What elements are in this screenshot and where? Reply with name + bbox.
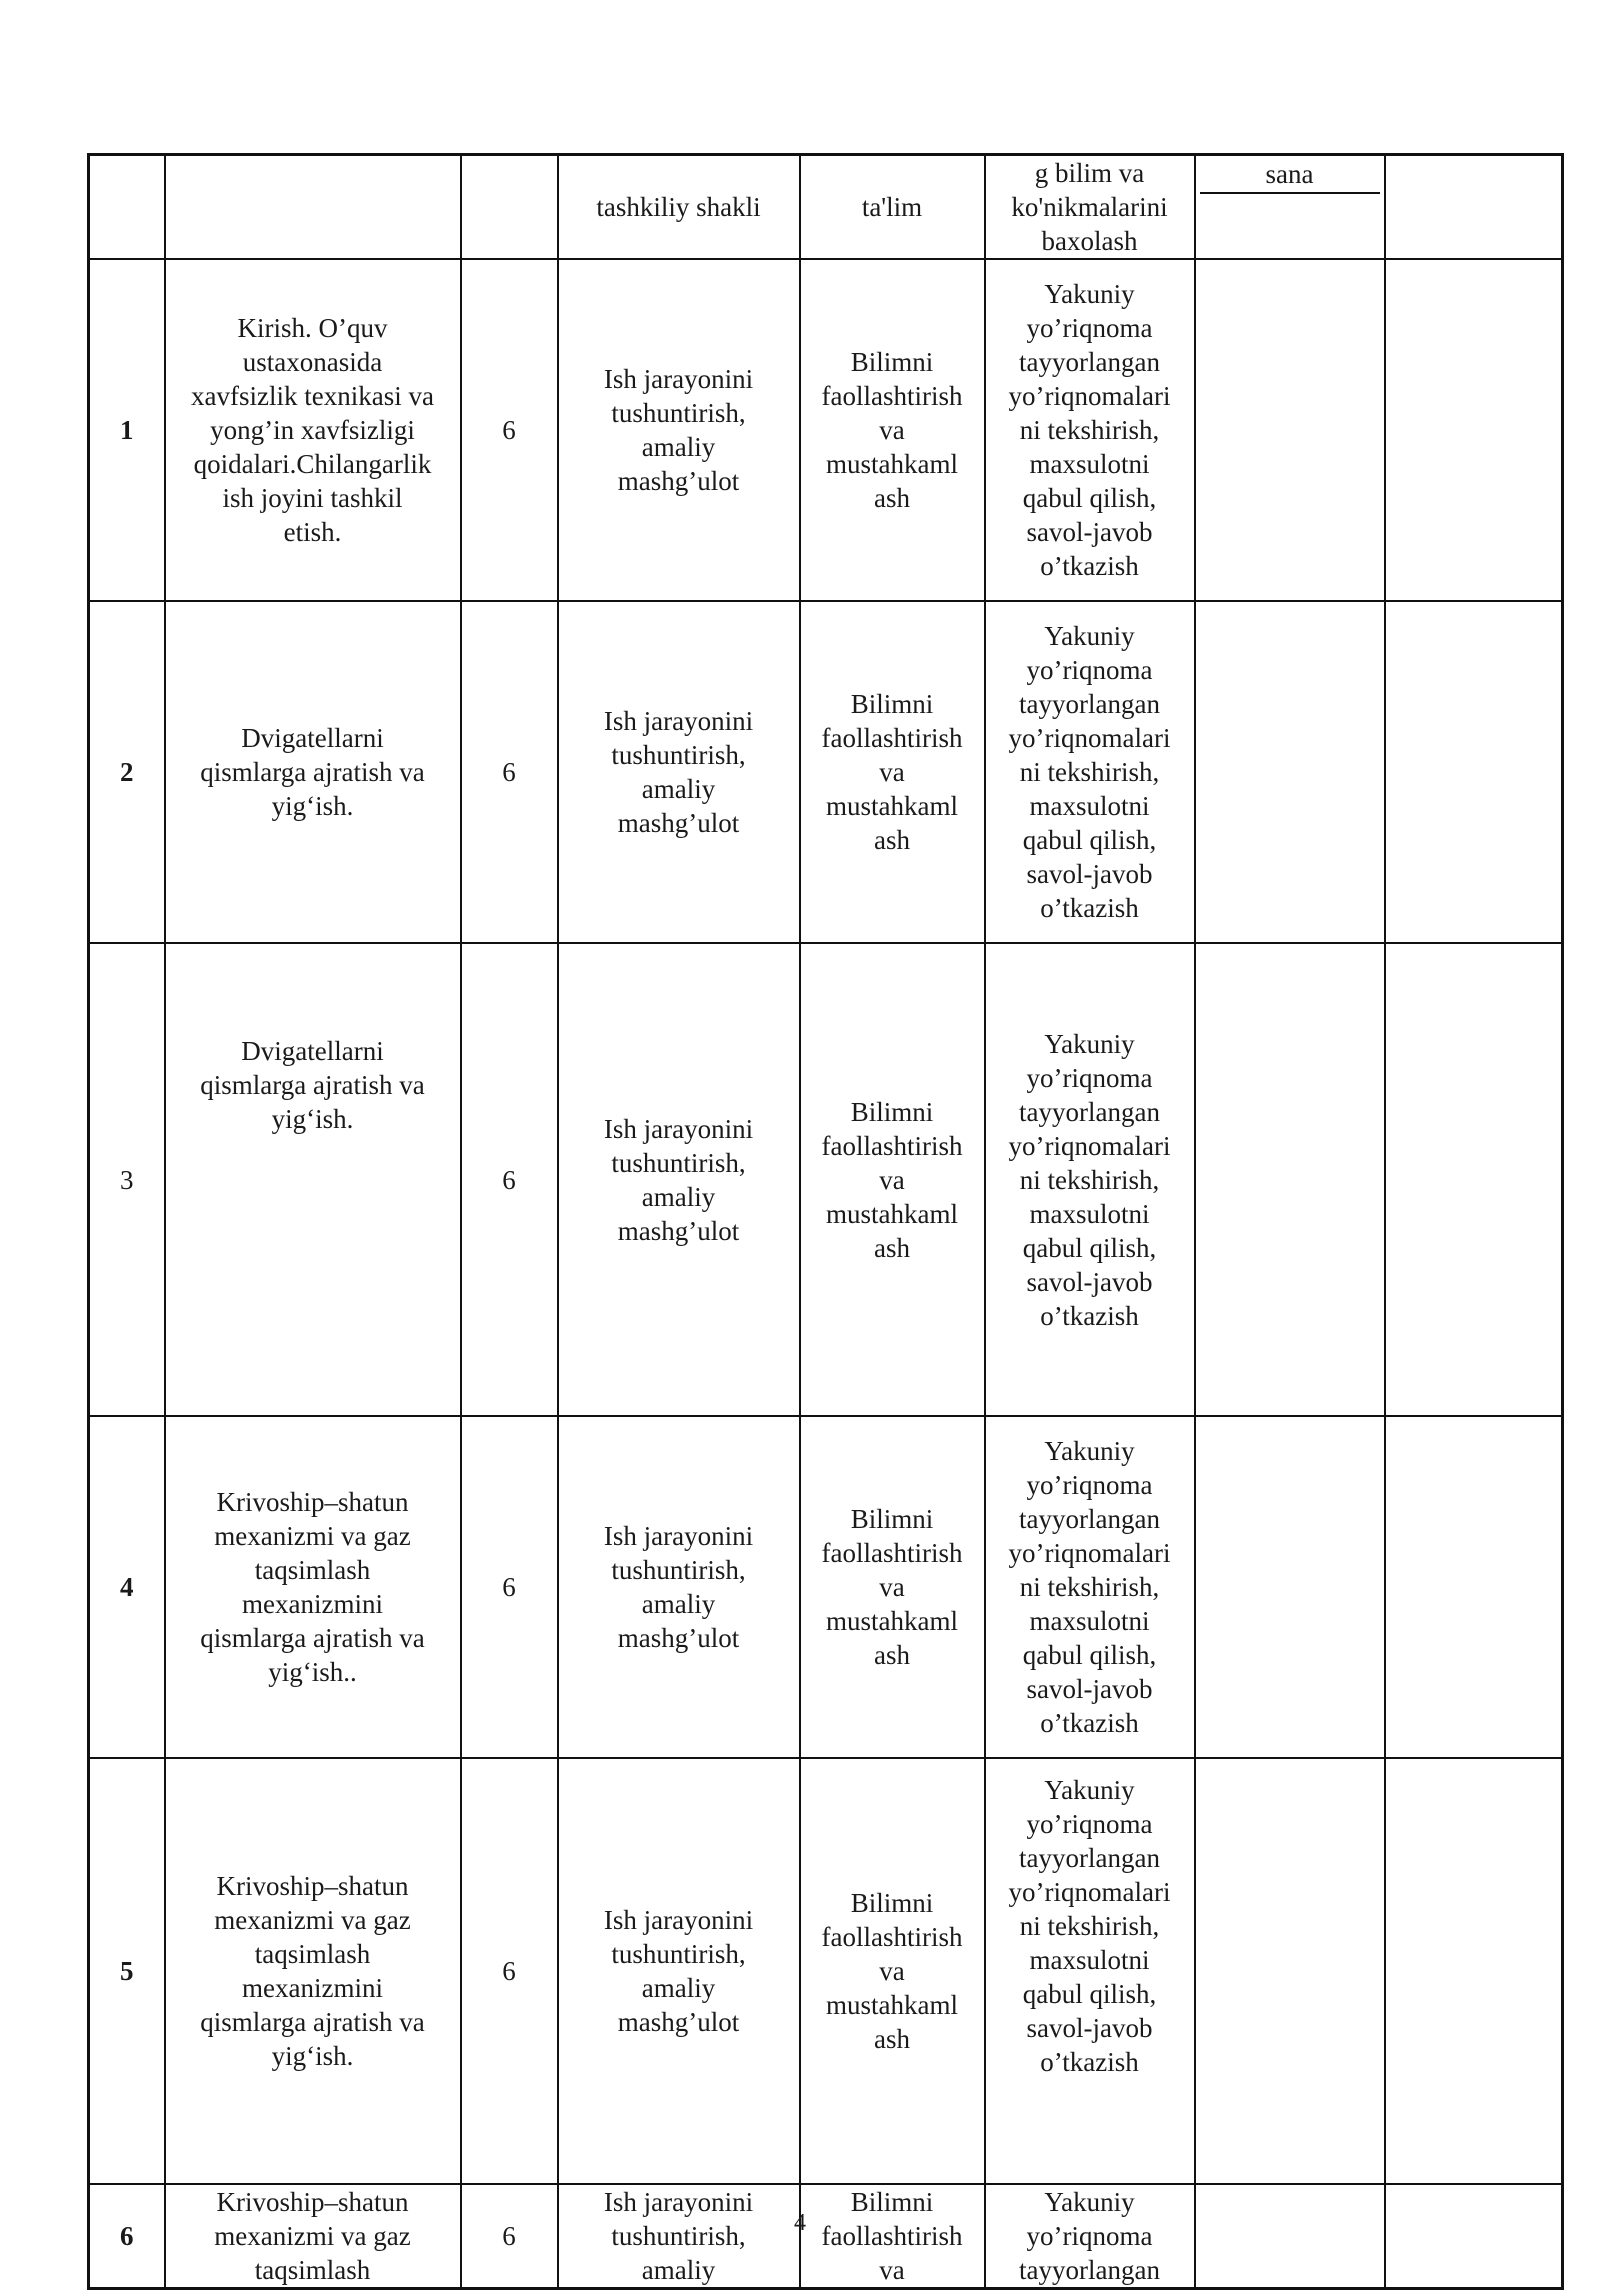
row-assessment: Yakuniy yo’riqnoma tayyorlangan yo’riqnomalari ni tekshirish, maxsulotni qabul qilish, savol-javob o’tkazish	[985, 943, 1195, 1416]
row-topic: Krivoship–shatun mexanizmi va gaz taqsimlash mexanizmini qismlarga ajratish va yig‘ish..	[165, 1416, 461, 1758]
row-topic: Dvigatellarni qismlarga ajratish va yig‘ish.	[165, 601, 461, 943]
row-topic: Krivoship–shatun mexanizmi va gaz taqsimlash	[165, 2184, 461, 2289]
row-method: Bilimni faollashtirish va mustahkaml ash	[800, 943, 985, 1416]
row-topic: Kirish. O’quv ustaxonasida xavfsizlik texnikasi va yong’in xavfsizligi qoidalari.Chilangarlik ish joyini tashkil etish.	[165, 259, 461, 601]
row-topic: Krivoship–shatun mexanizmi va gaz taqsimlash mexanizmini qismlarga ajratish va yig‘ish.	[165, 1758, 461, 2184]
header-cell-form	[558, 155, 800, 260]
row-form: Ish jarayonini tushuntirish, amaliy mashg’ulot	[558, 1758, 800, 2184]
page-number: 4	[794, 2210, 806, 2236]
row-form: Ish jarayonini tushuntirish, amaliy mashg’ulot	[558, 601, 800, 943]
row-date	[1195, 601, 1385, 943]
row-hours: 6	[461, 1758, 558, 2184]
row-date	[1195, 259, 1385, 601]
row-hours: 6	[461, 601, 558, 943]
row-hours: 6	[461, 259, 558, 601]
row-form: Ish jarayonini tushuntirish, amaliy mashg’ulot	[558, 943, 800, 1416]
lesson-plan-table	[87, 153, 1564, 2290]
row-date	[1195, 1758, 1385, 2184]
row-method: Bilimni faollashtirish va mustahkaml ash	[800, 1758, 985, 2184]
row-assessment: Yakuniy yo’riqnoma tayyorlangan	[985, 2184, 1195, 2289]
table-row	[89, 1416, 1563, 1758]
header-cell-assessment	[985, 155, 1195, 260]
row-date	[1195, 1416, 1385, 1758]
header-cell-hours	[461, 155, 558, 260]
header-cell-extra	[1385, 155, 1563, 260]
table-row	[89, 259, 1563, 601]
row-extra	[1385, 1416, 1563, 1758]
header-date-label: sana	[1200, 156, 1380, 194]
header-cell-method	[800, 155, 985, 260]
header-cell-topic	[165, 155, 461, 260]
row-assessment: Yakuniy yo’riqnoma tayyorlangan yo’riqnomalari ni tekshirish, maxsulotni qabul qilish, savol-javob o’tkazish	[985, 1758, 1195, 2184]
row-hours: 6	[461, 1416, 558, 1758]
row-form: Ish jarayonini tushuntirish, amaliy	[558, 2184, 800, 2289]
header-form-label: tashkiliy shakli	[596, 192, 761, 222]
row-number: 3	[89, 943, 165, 1416]
row-hours: 6	[461, 943, 558, 1416]
table-header-row	[89, 155, 1563, 260]
header-method-label: ta'lim	[861, 192, 923, 222]
table-row	[89, 943, 1563, 1416]
row-number: 1	[89, 259, 165, 601]
row-assessment: Yakuniy yo’riqnoma tayyorlangan yo’riqnomalari ni tekshirish, maxsulotni qabul qilish, savol-javob o’tkazish	[985, 1416, 1195, 1758]
row-number: 2	[89, 601, 165, 943]
row-assessment: Yakuniy yo’riqnoma tayyorlangan yo’riqnomalari ni tekshirish, maxsulotni qabul qilish, savol-javob o’tkazish	[985, 601, 1195, 943]
row-form: Ish jarayonini tushuntirish, amaliy mashg’ulot	[558, 1416, 800, 1758]
row-method: Bilimni faollashtirish va mustahkaml ash	[800, 259, 985, 601]
row-hours: 6	[461, 2184, 558, 2289]
row-method: Bilimni faollashtirish va mustahkaml ash	[800, 601, 985, 943]
row-number: 5	[89, 1758, 165, 2184]
row-number: 6	[89, 2184, 165, 2289]
row-method: Bilimni faollashtirish va	[800, 2184, 985, 2289]
table-row	[89, 1758, 1563, 2184]
row-extra	[1385, 943, 1563, 1416]
header-cell-date	[1195, 155, 1385, 260]
row-extra	[1385, 1758, 1563, 2184]
row-number: 4	[89, 1416, 165, 1758]
row-extra	[1385, 601, 1563, 943]
row-date	[1195, 943, 1385, 1416]
header-assessment-label: g bilim va ko'nikmalarini baxolash	[1011, 158, 1168, 256]
header-date-subcell	[1200, 194, 1380, 258]
row-method: Bilimni faollashtirish va mustahkaml ash	[800, 1416, 985, 1758]
header-cell-number	[89, 155, 165, 260]
row-topic: Dvigatellarni qismlarga ajratish va yig‘ish.	[165, 943, 461, 1416]
table-row	[89, 601, 1563, 943]
row-assessment: Yakuniy yo’riqnoma tayyorlangan yo’riqnomalari ni tekshirish, maxsulotni qabul qilish, savol-javob o’tkazish	[985, 259, 1195, 601]
row-form: Ish jarayonini tushuntirish, amaliy mashg’ulot	[558, 259, 800, 601]
row-extra	[1385, 259, 1563, 601]
